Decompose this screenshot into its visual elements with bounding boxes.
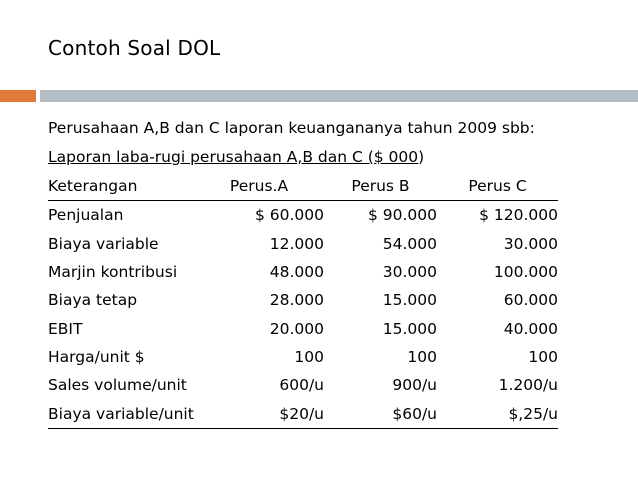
cell-b: 100 — [407, 347, 437, 366]
cell-a: 20.000 — [269, 319, 324, 338]
subtitle-tail: ) — [418, 148, 425, 166]
cell-b: $60/u — [324, 399, 437, 428]
financial-table — [48, 172, 558, 429]
cell-a: $ 60.000 — [254, 206, 324, 225]
cell-b: 900/u — [392, 376, 437, 395]
table-row — [48, 343, 558, 371]
cell-b: 15.000 — [382, 319, 437, 338]
table-row — [48, 286, 558, 314]
accent-bar-orange — [0, 90, 36, 102]
accent-bar-grey — [40, 90, 638, 102]
table-row — [48, 230, 558, 258]
row-label: Sales volume/unit — [48, 376, 187, 395]
header-perus-b: Perus B — [324, 172, 437, 201]
table-header-row — [48, 172, 558, 201]
table-row — [48, 314, 558, 342]
table-row — [48, 201, 558, 230]
cell-c: $ 120.000 — [479, 206, 558, 225]
cell-c: 1.200/u — [498, 376, 558, 395]
cell-a: 48.000 — [269, 263, 324, 282]
cell-c: 100.000 — [493, 263, 558, 282]
cell-b: 54.000 — [382, 234, 437, 253]
table-row — [48, 399, 558, 428]
cell-a: 100 — [294, 347, 324, 366]
cell-b: 15.000 — [382, 291, 437, 310]
header-label: Keterangan — [48, 172, 194, 201]
cell-b: $ 90.000 — [367, 206, 437, 225]
table-row — [48, 258, 558, 286]
slide-title: Contoh Soal DOL — [48, 36, 221, 60]
cell-a: 600/u — [279, 376, 324, 395]
cell-c: 100 — [528, 347, 558, 366]
intro-text: Perusahaan A,B dan C laporan keuangananya tahun 2009 sbb: — [48, 119, 535, 137]
cell-c: 40.000 — [503, 319, 558, 338]
cell-a: $20/u — [194, 399, 324, 428]
table-row — [48, 371, 558, 399]
cell-c: 60.000 — [503, 291, 558, 310]
subtitle-underlined: Laporan laba-rugi perusahaan A,B dan C ($ 000 — [48, 148, 419, 166]
row-label: Biaya variable/unit — [48, 399, 194, 428]
row-label: Penjualan — [48, 206, 124, 225]
cell-c: 30.000 — [503, 234, 558, 253]
row-label: Harga/unit $ — [48, 347, 145, 366]
header-perus-c: Perus C — [437, 172, 558, 201]
row-label: Biaya variable — [48, 234, 159, 253]
cell-b: 30.000 — [382, 263, 437, 282]
row-label: Marjin kontribusi — [48, 263, 178, 282]
row-label: Biaya tetap — [48, 291, 138, 310]
header-perus-a: Perus.A — [194, 172, 324, 201]
cell-a: 12.000 — [269, 234, 324, 253]
table-subtitle — [48, 148, 424, 166]
row-label: EBIT — [48, 319, 83, 338]
cell-c: $,25/u — [437, 399, 558, 428]
cell-a: 28.000 — [269, 291, 324, 310]
